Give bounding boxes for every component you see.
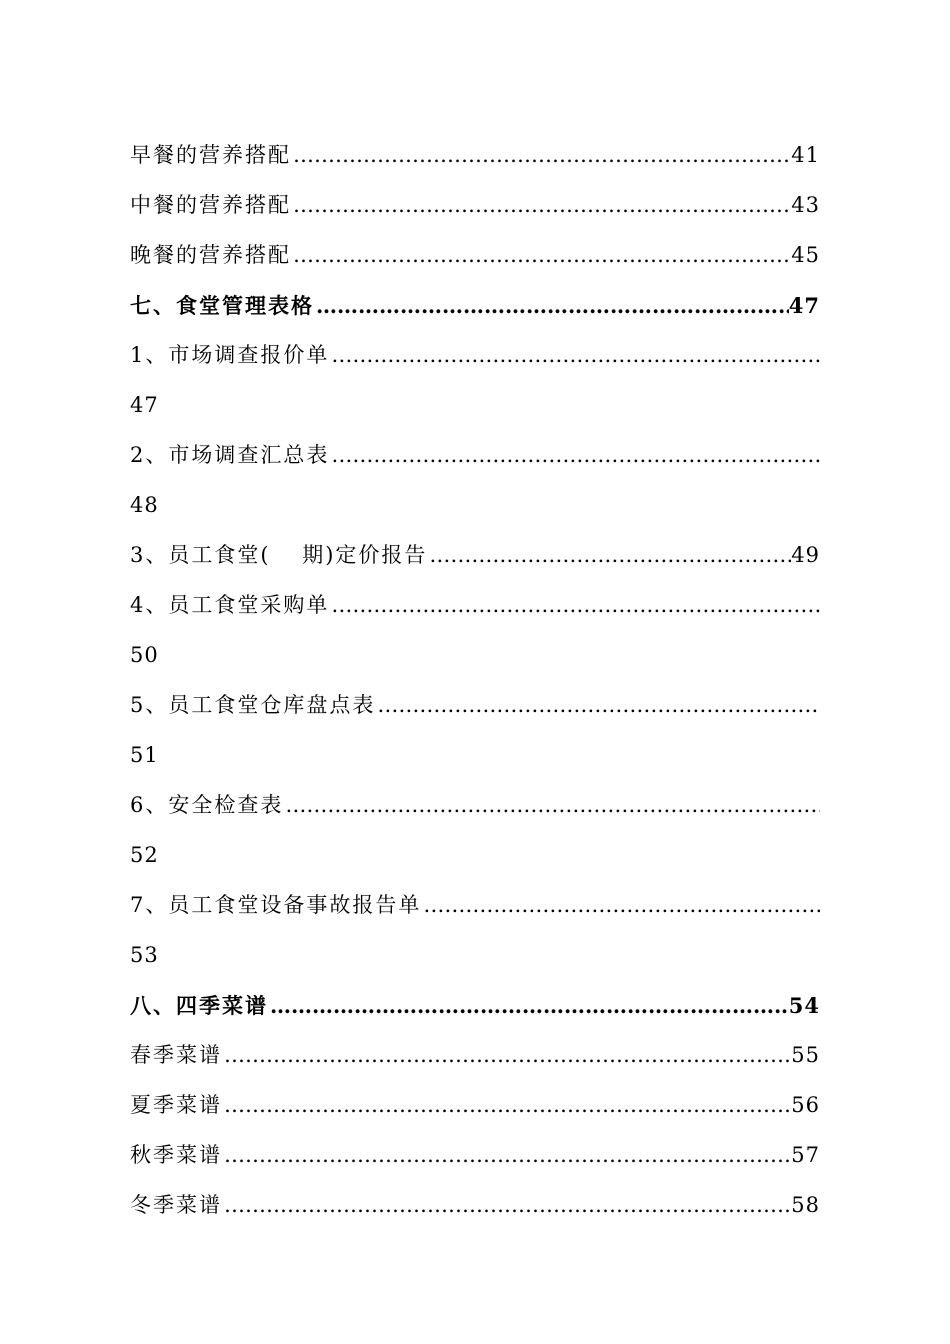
toc-entry-page-wrapped: 52 <box>130 843 159 867</box>
table-of-contents <box>130 130 820 1230</box>
toc-entry-title: 春季菜谱 <box>130 1042 222 1067</box>
toc-entry-title: 夏季菜谱 <box>130 1092 222 1117</box>
toc-section-title: 八、四季菜谱 <box>130 992 268 1018</box>
toc-entry-title: 4、员工食堂采购单 <box>130 592 330 617</box>
toc-section-heading[interactable] <box>130 280 820 330</box>
toc-entry-page-wrapped: 51 <box>130 743 159 767</box>
toc-section-title: 七、食堂管理表格 <box>130 292 314 318</box>
toc-dot-leader <box>329 445 820 466</box>
toc-entry-page: 41 <box>791 142 820 167</box>
toc-dot-leader <box>329 595 820 616</box>
toc-entry-page: 57 <box>791 1142 820 1167</box>
toc-entry-title: 6、安全检查表 <box>130 792 284 817</box>
toc-entry[interactable] <box>130 680 820 730</box>
toc-dot-leader <box>291 145 791 166</box>
toc-entry[interactable] <box>130 530 820 580</box>
toc-entry-page-wrapped: 47 <box>130 393 159 417</box>
toc-entry[interactable] <box>130 430 820 480</box>
toc-dot-leader <box>222 1045 791 1066</box>
toc-section-page: 47 <box>788 292 820 318</box>
toc-section-page: 54 <box>788 992 820 1018</box>
toc-entry-page: 43 <box>791 192 820 217</box>
toc-dot-leader <box>375 695 820 716</box>
toc-entry-page: 45 <box>791 242 820 267</box>
toc-entry-page-wrapped: 53 <box>130 943 159 967</box>
toc-entry[interactable] <box>130 580 820 630</box>
toc-dot-leader <box>421 895 820 916</box>
toc-dot-leader <box>427 545 791 566</box>
toc-entry[interactable] <box>130 1130 820 1180</box>
toc-entry[interactable] <box>130 330 820 380</box>
toc-entry-title: 秋季菜谱 <box>130 1142 222 1167</box>
toc-entry[interactable] <box>130 1180 820 1230</box>
toc-dot-leader <box>283 795 820 816</box>
toc-entry-title: 1、市场调查报价单 <box>130 342 330 367</box>
toc-dot-leader <box>222 1145 791 1166</box>
toc-entry[interactable] <box>130 880 820 930</box>
toc-entry[interactable] <box>130 130 820 180</box>
toc-dot-leader <box>291 195 791 216</box>
toc-entry-page: 58 <box>791 1192 820 1217</box>
toc-dot-leader <box>222 1195 791 1216</box>
toc-entry[interactable] <box>130 230 820 280</box>
toc-entry[interactable] <box>130 1030 820 1080</box>
toc-entry-page-wrapped: 48 <box>130 493 159 517</box>
toc-entry-title: 5、员工食堂仓库盘点表 <box>130 692 376 717</box>
toc-dot-leader <box>291 245 791 266</box>
toc-entry-title: 早餐的营养搭配 <box>130 142 291 167</box>
toc-dot-leader <box>268 995 789 1016</box>
toc-entry-page: 55 <box>791 1042 820 1067</box>
toc-entry-title: 3、员工食堂( 期)定价报告 <box>130 542 428 567</box>
toc-entry[interactable] <box>130 1080 820 1130</box>
toc-dot-leader <box>222 1095 791 1116</box>
toc-section-heading[interactable] <box>130 980 820 1030</box>
toc-entry-page: 56 <box>791 1092 820 1117</box>
toc-entry[interactable] <box>130 180 820 230</box>
toc-entry-title: 2、市场调查汇总表 <box>130 442 330 467</box>
toc-dot-leader <box>314 295 789 316</box>
toc-entry-title: 中餐的营养搭配 <box>130 192 291 217</box>
toc-entry-page: 49 <box>791 542 820 567</box>
toc-entry-page-wrapped: 50 <box>130 643 159 667</box>
toc-entry-title: 晚餐的营养搭配 <box>130 242 291 267</box>
toc-entry-title: 冬季菜谱 <box>130 1192 222 1217</box>
toc-dot-leader <box>329 345 820 366</box>
toc-entry-title: 7、员工食堂设备事故报告单 <box>130 892 422 917</box>
toc-entry[interactable] <box>130 780 820 830</box>
